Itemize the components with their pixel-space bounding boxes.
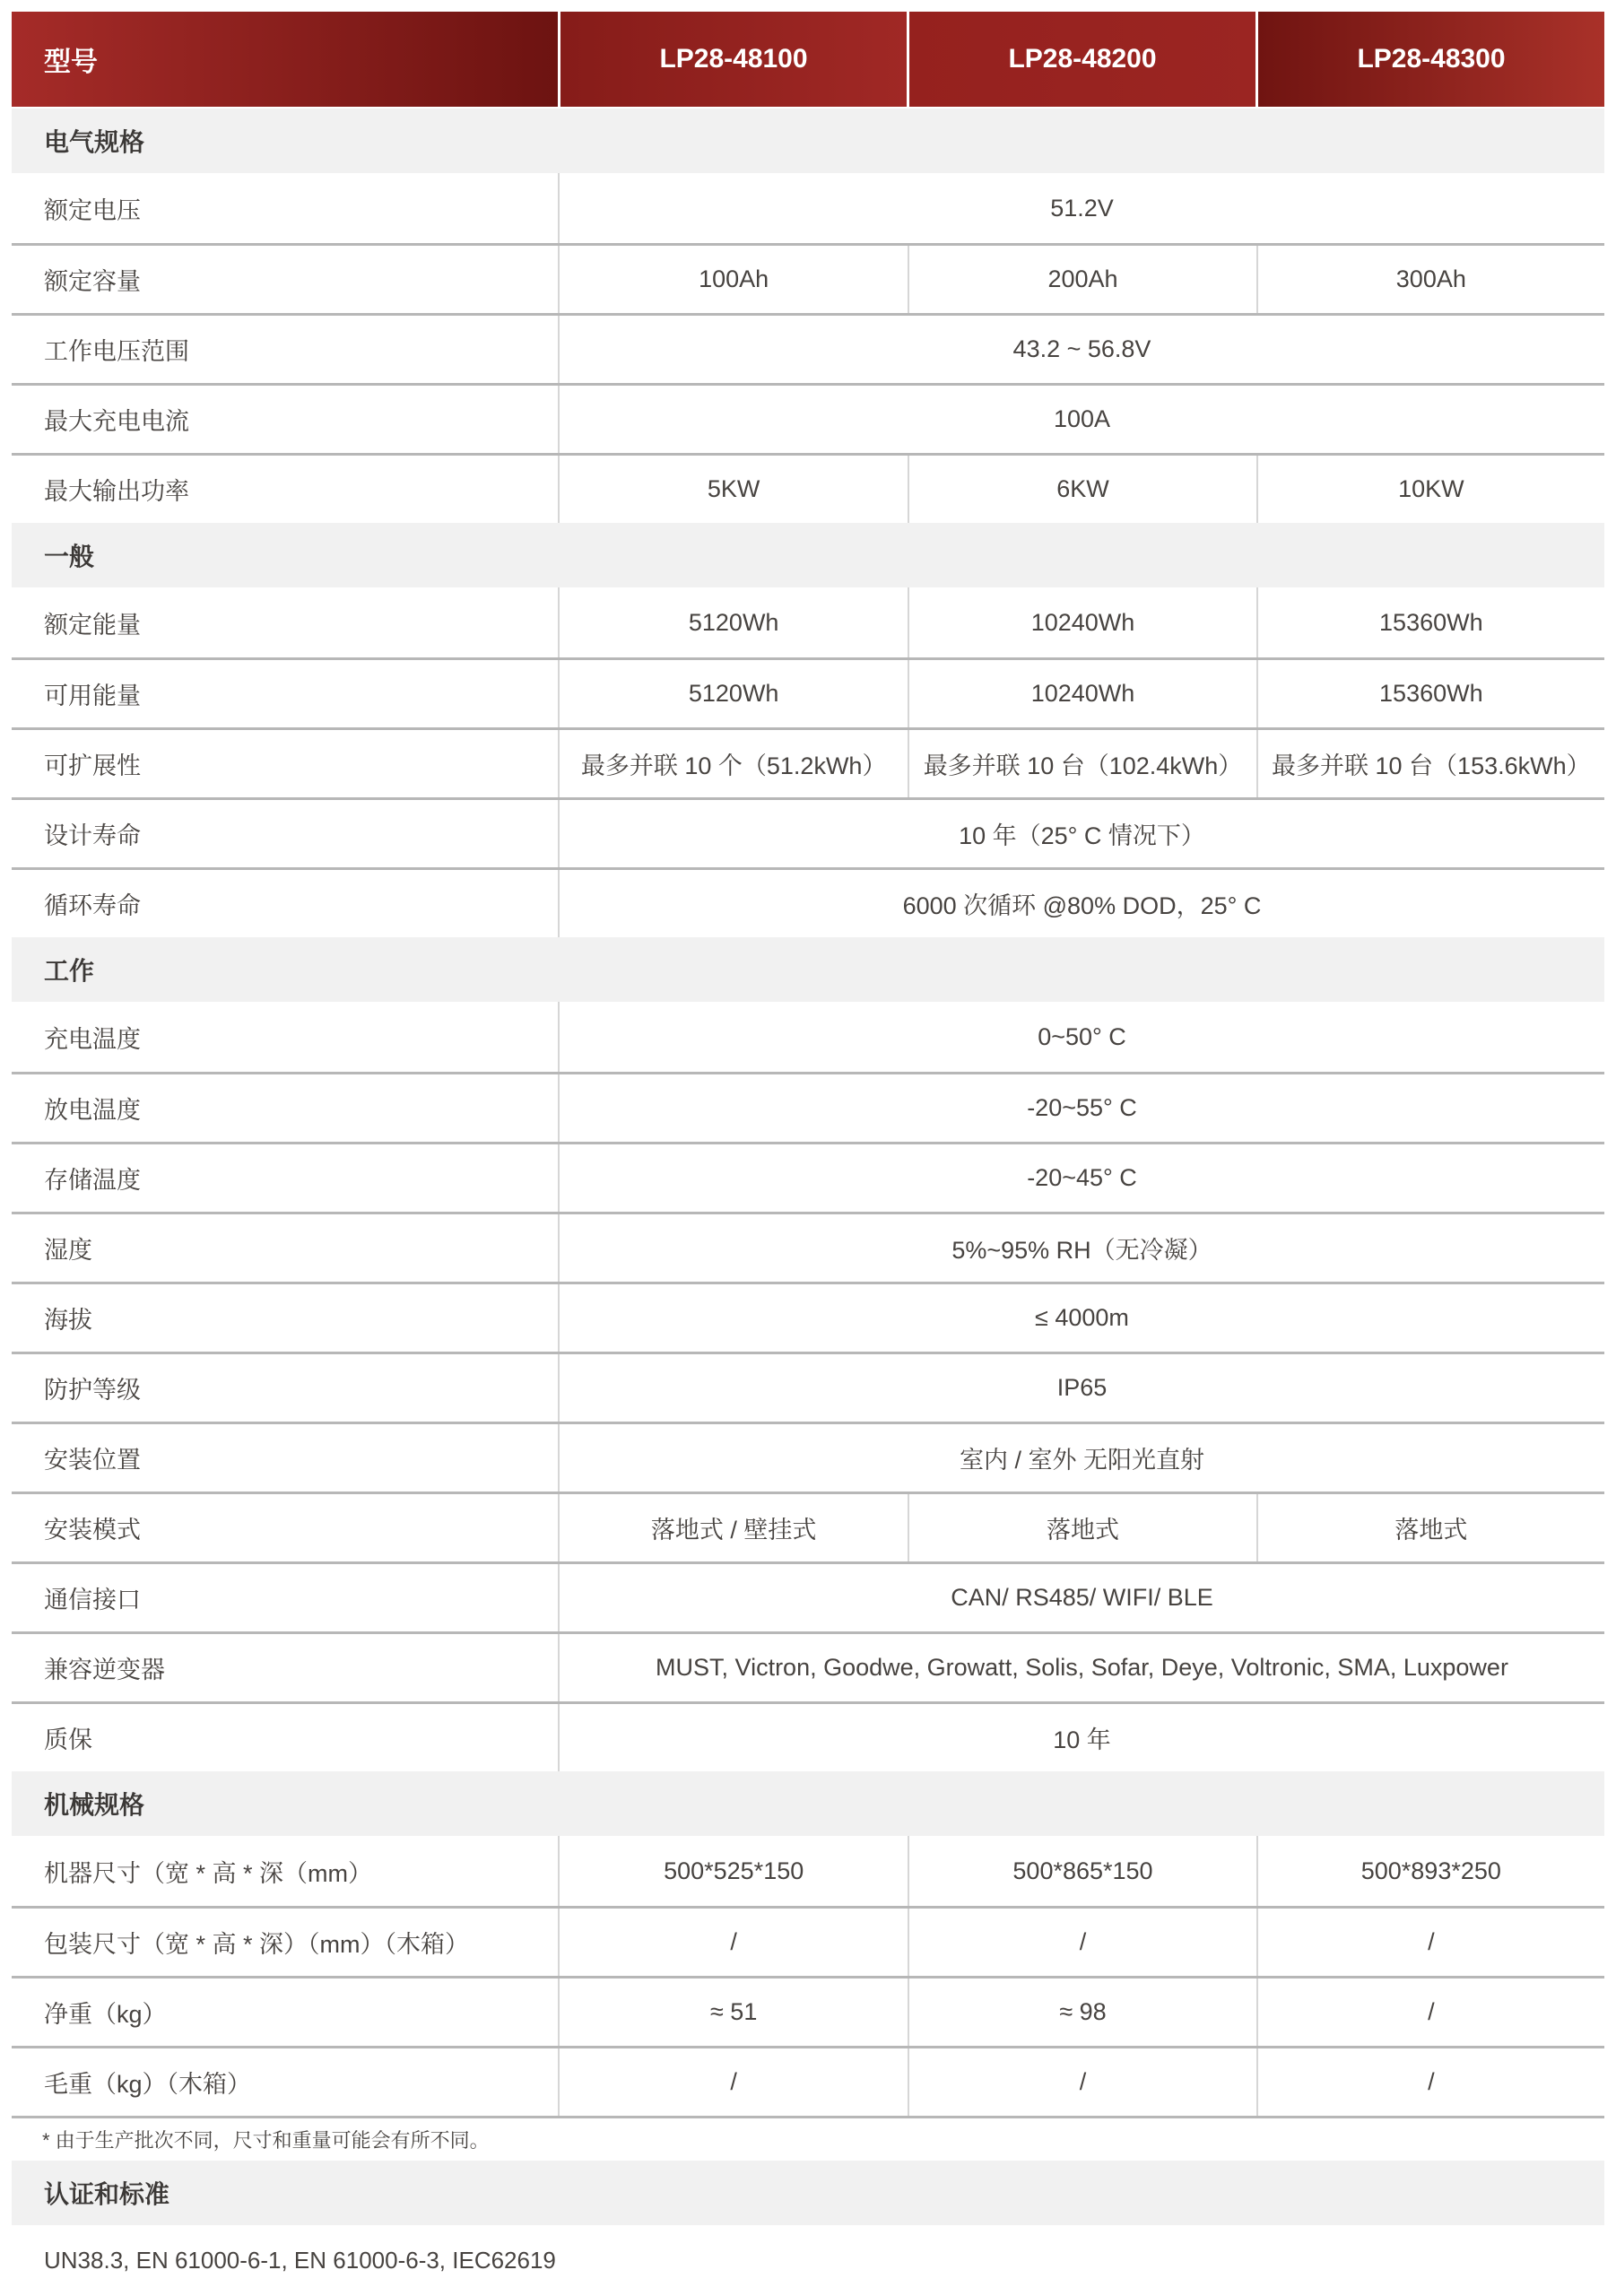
table-row [12, 797, 1604, 867]
row-label: 充电温度 [12, 1002, 560, 1072]
row-value: / [1256, 1979, 1604, 2046]
table-row [12, 727, 1604, 797]
row-label: 工作电压范围 [12, 316, 560, 383]
row-value: 500*893*250 [1256, 1836, 1604, 1906]
row-value-span: -20~45° C [1027, 1164, 1137, 1191]
row-value: 5120Wh [688, 608, 779, 636]
row-label: 存储温度 [12, 1144, 560, 1212]
table-row [12, 173, 1604, 243]
row-value: 10240Wh [908, 587, 1255, 657]
row-value-span: 5%~95% RH（无冷凝） [951, 1237, 1212, 1264]
section-title: 工作 [12, 937, 1604, 1002]
row-value: / [1256, 1909, 1604, 1976]
row-label: 安装模式 [12, 1494, 560, 1561]
row-value: 最多并联 10 台（153.6kWh） [1256, 730, 1604, 797]
table-header-row [12, 12, 1604, 107]
header-model-3: LP28-48300 [1258, 12, 1604, 107]
row-label: 兼容逆变器 [12, 1634, 560, 1701]
section-title: 一般 [12, 523, 1604, 587]
row-value: 落地式 / 壁挂式 [650, 1517, 817, 1544]
row-value: 300Ah [1256, 246, 1604, 313]
row-label: 放电温度 [12, 1074, 560, 1142]
row-label: 额定能量 [12, 587, 560, 657]
row-value-span: 51.2V [1050, 194, 1114, 222]
row-value-span: 100A [1053, 405, 1111, 432]
row-value: 500*525*150 [664, 1857, 804, 1884]
table-row [12, 1072, 1604, 1142]
row-value-span: MUST, Victron, Goodwe, Growatt, Solis, Sofar, Deye, Voltronic, SMA, Luxpower [656, 1654, 1508, 1681]
row-value-span: 室内 / 室外 无阳光直射 [959, 1447, 1204, 1474]
row-label: 包装尺寸（宽 * 高 * 深）（mm）（木箱） [12, 1909, 560, 1976]
row-value: 15360Wh [1256, 660, 1604, 727]
row-value: 10240Wh [908, 660, 1255, 727]
table-row [12, 383, 1604, 453]
section-certifications: 认证和标准 [12, 2161, 1604, 2225]
row-value: / [908, 2048, 1255, 2116]
table-row [12, 657, 1604, 727]
row-label: 净重（kg） [12, 1979, 560, 2046]
row-value: 落地式 [1256, 1494, 1604, 1561]
table-row [12, 587, 1604, 657]
row-label: 机器尺寸（宽 * 高 * 深（mm） [12, 1836, 560, 1906]
table-row [12, 1906, 1604, 1976]
row-label: 最大充电电流 [12, 386, 560, 453]
table-row [12, 1561, 1604, 1631]
row-label: 防护等级 [12, 1354, 560, 1422]
table-row [12, 2046, 1604, 2116]
row-label: 额定容量 [12, 246, 560, 313]
row-value: 10KW [1256, 456, 1604, 523]
section-title: 电气规格 [12, 109, 1604, 173]
row-value-span: 6000 次循环 @80% DOD，25° C [902, 892, 1262, 919]
row-value: 6KW [908, 456, 1255, 523]
row-value: 最多并联 10 个（51.2kWh） [580, 752, 887, 779]
row-value: 最多并联 10 台（102.4kWh） [908, 730, 1255, 797]
certification-values-row [12, 2225, 1604, 2295]
section-title: 机械规格 [12, 1771, 1604, 1836]
row-label: 设计寿命 [12, 800, 560, 867]
table-row [12, 1631, 1604, 1701]
table-row [12, 1142, 1604, 1212]
row-value: ≈ 51 [709, 1998, 758, 2025]
table-row [12, 1282, 1604, 1352]
row-label: 毛重（kg）（木箱） [12, 2048, 560, 2116]
header-model-2: LP28-48200 [909, 12, 1255, 107]
footnote-row [12, 2116, 1604, 2161]
row-value: ≈ 98 [908, 1979, 1255, 2046]
row-label: 循环寿命 [12, 870, 560, 937]
table-row [12, 867, 1604, 937]
header-model-1: LP28-48100 [560, 12, 907, 107]
row-label: 额定电压 [12, 173, 560, 243]
row-value: / [908, 1909, 1255, 1976]
row-value-span: -20~55° C [1027, 1094, 1137, 1121]
row-value: 5120Wh [688, 680, 779, 707]
row-value-span: 10 年（25° C 情况下） [959, 822, 1205, 849]
table-row [12, 1352, 1604, 1422]
table-row [12, 1976, 1604, 2046]
table-row [12, 1002, 1604, 1072]
row-label: 可用能量 [12, 660, 560, 727]
table-row [12, 1701, 1604, 1771]
row-value: / [730, 2068, 737, 2095]
table-row [12, 1492, 1604, 1561]
row-label: 质保 [12, 1704, 560, 1771]
row-value: 15360Wh [1256, 587, 1604, 657]
header-model-label: 型号 [12, 12, 558, 107]
row-value: / [1256, 2048, 1604, 2116]
row-value-span: ≤ 4000m [1035, 1304, 1129, 1331]
row-value: 100Ah [699, 265, 769, 292]
row-value-span: 10 年 [1053, 1726, 1111, 1753]
row-label: 安装位置 [12, 1424, 560, 1492]
certification-values-text: UN38.3, EN 61000-6-1, EN 61000-6-3, IEC62619 [44, 2246, 556, 2274]
table-row [12, 243, 1604, 313]
row-value: 200Ah [908, 246, 1255, 313]
table-row [12, 1836, 1604, 1906]
table-row [12, 1422, 1604, 1492]
row-value-span: IP65 [1056, 1374, 1108, 1401]
row-value: 落地式 [908, 1494, 1255, 1561]
row-value: 5KW [707, 475, 760, 502]
row-label: 通信接口 [12, 1564, 560, 1631]
row-value-span: CAN/ RS485/ WIFI/ BLE [951, 1584, 1213, 1611]
row-label: 最大输出功率 [12, 456, 560, 523]
row-label: 海拔 [12, 1284, 560, 1352]
row-label: 湿度 [12, 1214, 560, 1282]
row-value-span: 43.2 ~ 56.8V [1012, 335, 1151, 362]
row-value: 500*865*150 [908, 1836, 1255, 1906]
table-row [12, 313, 1604, 383]
row-label: 可扩展性 [12, 730, 560, 797]
footnote-text: * 由于生产批次不同，尺寸和重量可能会有所不同。 [42, 2129, 490, 2152]
spec-table [12, 12, 1604, 2295]
table-body [12, 109, 1604, 2116]
table-row [12, 453, 1604, 523]
row-value-span: 0~50° C [1038, 1022, 1126, 1050]
table-row [12, 1212, 1604, 1282]
row-value: / [730, 1928, 737, 1955]
